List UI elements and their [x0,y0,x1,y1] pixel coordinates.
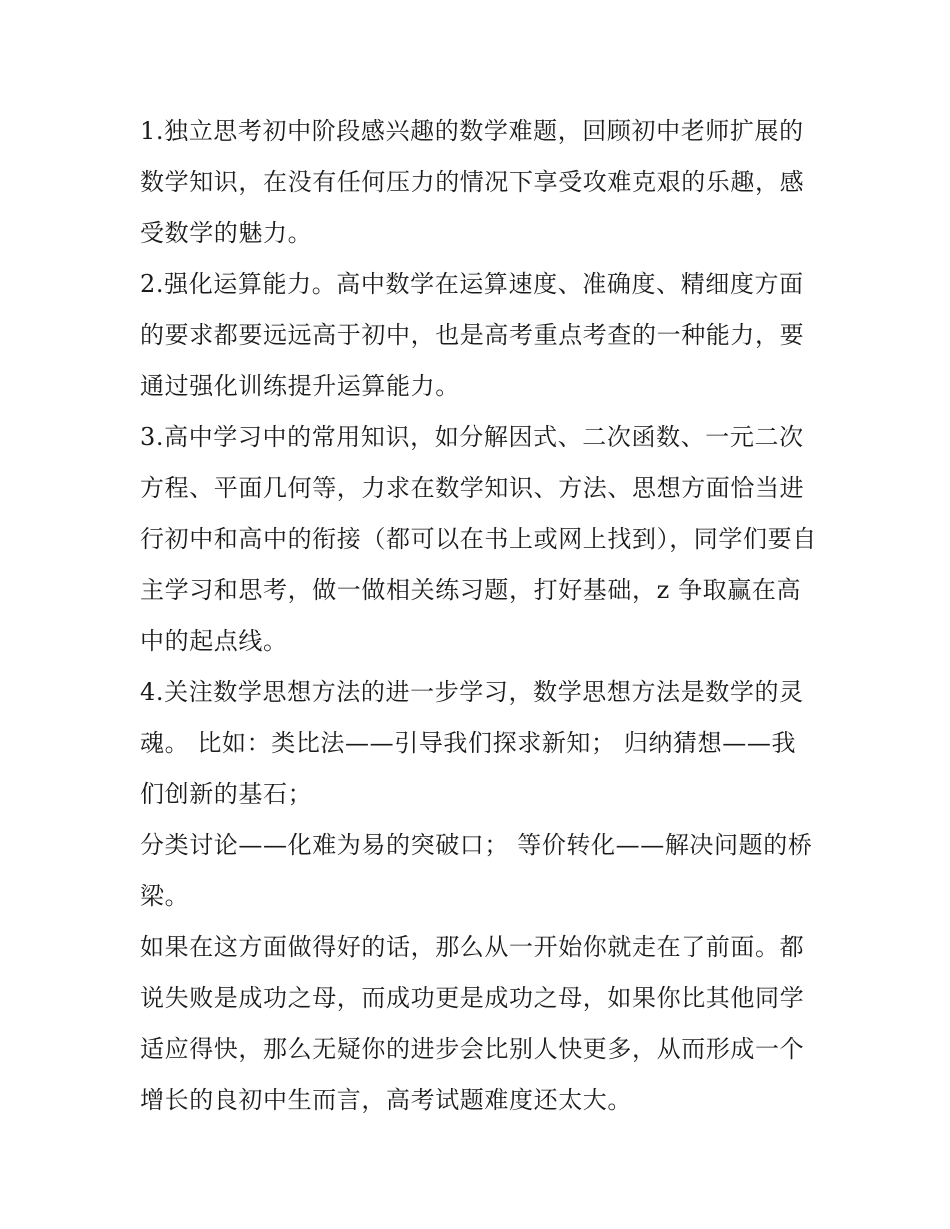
paragraph-1: 1.独立思考初中阶段感兴趣的数学难题，回顾初中老师扩展的数学知识，在没有任何压力的情况下享受攻难克艰的乐趣，感受数学的魅力。 [140,117,805,247]
paragraph-4: 4.关注数学思想方法的进一步学习，数学思想方法是数学的灵魂。 比如：类比法——引导我们探求新知； 归纳猜想——我们创新的基石； [140,678,804,808]
paragraph-5: 分类讨论——化难为易的突破口； 等价转化——解决问题的桥梁。 [140,831,813,910]
paragraph-3: 3.高中学习中的常用知识，如分解因式、二次函数、一元二次方程、平面几何等，力求在数学知识、方法、思想方面恰当进行初中和高中的衔接（都可以在书上或网上找到），同学们要自主学习和思考，做一做相关练习题，打好基础，z 争取赢在高中的起点线。 [140,423,817,655]
document-body [140,106,820,1126]
paragraph-6: 如果在这方面做得好的话，那么从一开始你就走在了前面。都说失败是成功之母，而成功更是成功之母，如果你比其他同学适应得快，那么无疑你的进步会比别人快更多，从而形成一个增长的良初中生而言，高考试题难度还太大。 [140,933,805,1114]
paragraph-2: 2.强化运算能力。高中数学在运算速度、准确度、精细度方面的要求都要远远高于初中，也是高考重点考查的一种能力，要通过强化训练提升运算能力。 [140,270,805,400]
